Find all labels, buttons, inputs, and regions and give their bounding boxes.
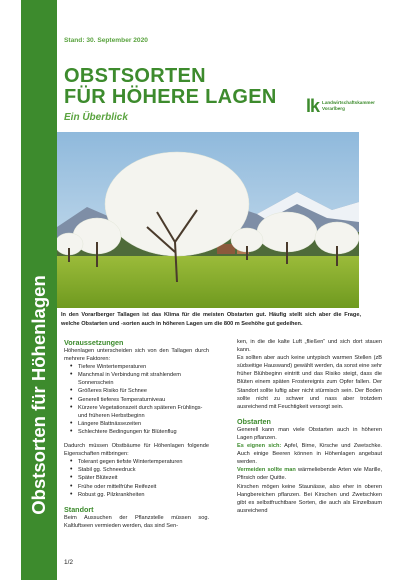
logo-line-1: Landwirtschaftskammer bbox=[322, 100, 375, 105]
list-item: • Später Blütezeit bbox=[78, 474, 209, 482]
avoid-text: wärmeliebende Arten wie Marille, Pfirsich oder Quitte. bbox=[237, 467, 382, 482]
list-item: • Generell tieferes Temperaturniveau bbox=[78, 396, 209, 404]
factors-list bbox=[64, 363, 209, 436]
intro-paragraph: Höhenlagen unterscheiden sich von den Tallagen durch mehrere Faktoren: bbox=[64, 348, 209, 363]
properties-list bbox=[64, 458, 209, 498]
lk-logo bbox=[306, 97, 375, 115]
standort-paragraph: Beim Aussuchen der Pflanzstelle müssen sog. Kaltluftseen vermieden werden, das sind Sen- bbox=[64, 514, 209, 529]
page-title bbox=[64, 66, 277, 108]
logo-mark: lk bbox=[306, 96, 320, 116]
standort-details-paragraph: Es sollten aber auch keine untypisch warmen Stellen (zB südseitige Hauswand) gewählt werden, da sonst eine sehr früher Blühbeginn eintritt und das Risiko steigt, dass die Blüten einem späten Frostereignis zum Opfer fallen. Der Standort sollte luftig aber nicht stürmisch sein. Der Boden sollte nicht zu schwer und nass aber trotzdem ausreichend mit Feuchtigkeit versorgt sein. bbox=[237, 355, 382, 410]
continued-paragraph: ken, in die die kalte Luft „fließen“ und sich dort stauen kann. bbox=[237, 339, 382, 354]
avoid-paragraph bbox=[237, 466, 382, 482]
suitable-paragraph bbox=[237, 442, 382, 466]
list-item: • Tolerant gegen tiefste Wintertemperaturen bbox=[78, 458, 209, 466]
orchard-photo bbox=[57, 132, 359, 308]
list-item: • Stabil gg. Schneedruck bbox=[78, 466, 209, 474]
list-item: • Schlechtere Bedingungen für Blütenflug bbox=[78, 428, 209, 436]
sidebar-title-text: Obstsorten für Höhenlagen bbox=[28, 275, 49, 515]
list-item: • Robust gg. Pilzkrankheiten bbox=[78, 491, 209, 499]
lead-paragraph: In den Vorarlberger Tallagen ist das Klima für die meisten Obstarten gut. Häufig stellt sich aber die Frage, welche Obstarten und -sorten auch in höheren Lagen um die 800 m Seehöhe gut gedeihen. bbox=[61, 312, 361, 328]
list-item: • Frühe oder mittelfrühe Reifezeit bbox=[78, 483, 209, 491]
orchard-photo-image bbox=[57, 132, 359, 308]
right-column bbox=[237, 338, 382, 515]
obstarten-intro: Generell kann man viele Obstarten auch in höheren Lagen pflanzen. bbox=[237, 426, 382, 441]
sidebar-title bbox=[21, 0, 57, 580]
suitable-text: Apfel, Birne, Kirsche und Zwetschke. Auch einige Beeren können in Höhenlagen angebaut werden. bbox=[237, 443, 382, 466]
title-line-2: FÜR HÖHERE LAGEN bbox=[64, 86, 277, 108]
logo-line-2: Vorarlberg bbox=[322, 106, 345, 111]
left-column bbox=[64, 338, 209, 530]
logo-text bbox=[322, 100, 375, 112]
page-subtitle: Ein Überblick bbox=[64, 112, 128, 123]
list-item: • Kürzere Vegetationszeit durch späteren Frühlings- und früheren Herbstbeginn bbox=[78, 404, 209, 420]
cherries-paragraph: Kirschen mögen keine Staunässe, also eher in oberen Hangbereichen pflanzen. Bei Kirschen und Zwetschken gibt es selbstfruchtbare Sorten, die auch als Einzelbaum ausreichend bbox=[237, 483, 382, 514]
list-item: • Längere Blattnässezeiten bbox=[78, 420, 209, 428]
properties-intro: Dadurch müssen Obstbäume für Höhenlagen folgende Eigenschaften mitbringen: bbox=[64, 443, 209, 458]
heading-voraussetzungen: Voraussetzungen bbox=[64, 338, 124, 347]
date-stamp: Stand: 30. September 2020 bbox=[64, 37, 148, 44]
list-item: • Tiefere Wintertemperaturen bbox=[78, 363, 209, 371]
list-item: • Manchmal in Verbindung mit strahlendem Sonnenschein bbox=[78, 371, 209, 387]
list-item: • Größeres Risiko für Schnee bbox=[78, 387, 209, 395]
suitable-label: Es eignen sich: bbox=[237, 443, 282, 450]
page-number: 1/2 bbox=[64, 559, 74, 566]
heading-standort: Standort bbox=[64, 504, 94, 514]
avoid-label: Vermeiden sollte man bbox=[237, 467, 296, 474]
heading-obstarten: Obstarten bbox=[237, 416, 271, 426]
title-line-1: OBSTSORTEN bbox=[64, 65, 206, 87]
